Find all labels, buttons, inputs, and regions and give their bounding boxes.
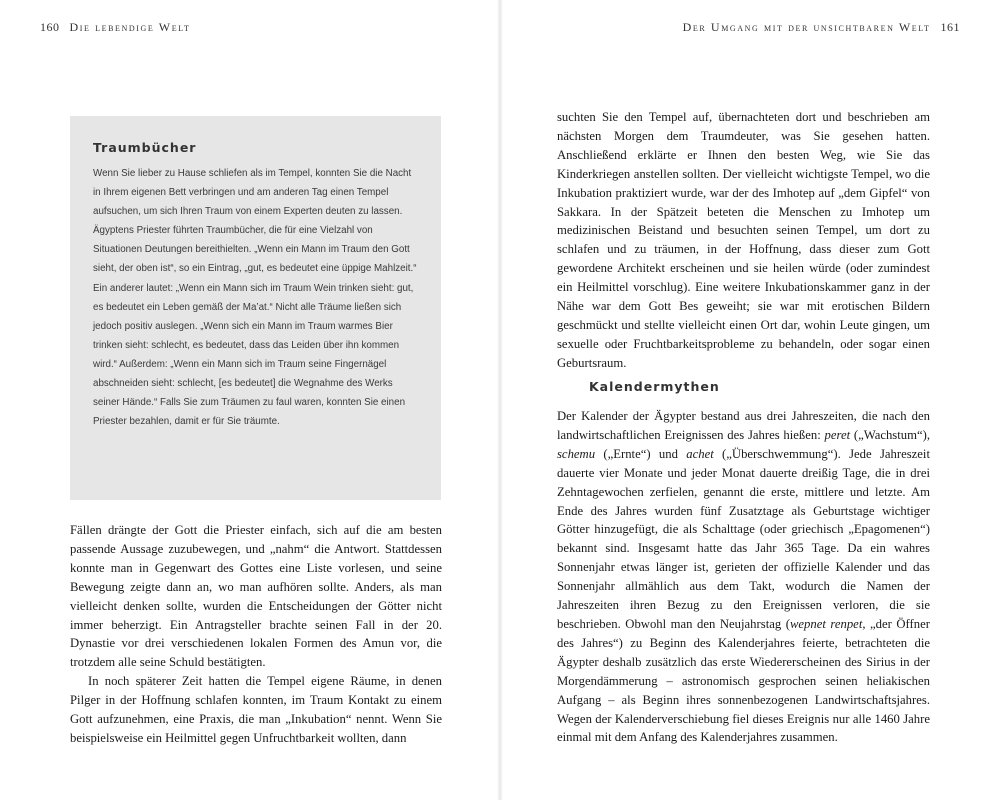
term-peret: peret (824, 427, 851, 442)
right-running-head (683, 20, 960, 35)
sidebar-box-traumbuecher (70, 116, 441, 500)
page-number-left: 160 (40, 20, 60, 34)
page-number-right: 161 (940, 20, 960, 34)
term-schemu: schemu (557, 446, 596, 461)
term-achet: achet (686, 446, 714, 461)
text-segment: („Ernte“) und (595, 446, 687, 461)
left-page (0, 0, 498, 800)
term-wepnet-renpet: wepnet renpet (789, 616, 863, 631)
text-segment: Der Kalender der Ägypter bestand aus drei Jahreszeiten, die nach den landwirtschaftlichen Ereignissen des Jahres hießen: (557, 409, 930, 442)
paragraph-left-1: Fällen drängte der Gott die Priester einfach, sich auf die am besten passende Aussage zuzubewegen, und „nahm“ die Antwort. Stattdessen konnte man in Gegenwart des Gottes eine Liste vorlesen, und seine Bewegung zeigte dann an, wo man aufhören sollte. Anders, als man vielleicht denken sollte, wurden die Entscheidungen der Götter nicht immer beherzigt. Ein Antragsteller brachte seinen Fall in der 20. Dynastie vor drei verschiedenen lokalen Formen des Amun vor, die trotzdem alle seine Schuld bestätigten. (70, 523, 442, 670)
box-text: Wenn Sie lieber zu Hause schliefen als im Tempel, konnten Sie die Nacht in Ihrem eigenen Bett verbringen und am anderen Tag einen Tempel aufsuchen, um sich Ihren Traum von einem Experten deuten zu lassen. Ägyptens Priester führten Traumbücher, die für eine Vielzahl von Situationen Deutungen bereithielten. „Wenn ein Mann im Traum den Gott sieht, der oben ist“, so ein Eintrag, „gut, es bedeutet eine üppige Mahlzeit.“ Ein anderer lautet: „Wenn ein Mann sich im Traum Wein trinken sieht: gut, es bedeutet ein Leben gemäß der Ma’at.“ Nicht alle Träume ließen sich jedoch positiv auslegen. „Wenn sich ein Mann im Traum warmes Bier trinken sieht: schlecht, es bedeutet, dass das Leiden über ihn kommen wird.“ Außerdem: „Wenn ein Mann sich im Traum seine Fingernägel abschneiden sieht: schlecht, [es bedeutet] die Wegnahme des Werks seiner Hände.“ Falls Sie zum Träumen zu faul waren, konnten Sie einen Priester bezahlen, damit er für Sie träumte. (93, 168, 417, 428)
running-title-right: Der Umgang mit der unsichtbaren Welt (682, 20, 931, 34)
paragraph-left-2: In noch späterer Zeit hatten die Tempel eigene Räume, in denen Pilger in der Hoffnung schlafen konnten, im Traum Kontakt zu einem Gott aufzunehmen, eine Praxis, die man „Inkubation“ nennt. Wenn Sie beispielsweise ein Heilmittel gegen Unfruchtbarkeit wollten, dann (70, 674, 442, 745)
text-segment: , „der Öffner des Jahres“) zu Beginn des Kalenderjahres feierte, betrachteten die Ägypter deshalb zusätzlich das erste Wiedererscheinen des Sirius in der Morgendämmerung – astronomisch gesprochen seinen heliakischen Aufgang – als Beginn ihres sonnenbezogenen Landwirtschaftsjahres. Wegen der Kalenderverschiebung fiel dieses Ereignis nur alle 1460 Jahre einmal mit dem Anfang des Kalenderjahres zusammen. (557, 616, 930, 745)
left-running-head (40, 20, 190, 35)
text-segment: („Überschwemmung“). Jede Jahreszeit dauerte vier Monate und jeder Monat dauerte dreißig Tage, die in drei Zehntagewochen zerfielen, genannt die erste, mittlere und letzte. Am Ende des Jahres wurden fünf Zusatztage als Geburtstage wichtiger Götter hinzugefügt, die als Schalttage (oder griechisch „Epagomenen“) bekannt sind. Insgesamt hatte das Jahr 365 Tage. Da ein wahres Sonnenjahr etwas länger ist, gerieten der offizielle Kalender und das Sonnenjahr allmählich aus dem Takt, wodurch die Namen der Jahreszeiten ihren Bezug zu den Ereignissen verloren, die sie beschrieben. Obwohl man den Neujahrstag ( (557, 446, 930, 631)
running-title-left: Die lebendige Welt (69, 20, 191, 34)
box-title: Traumbücher (93, 140, 197, 155)
section-heading-kalendermythen: Kalendermythen (589, 379, 720, 394)
right-body-text-1 (557, 108, 930, 373)
paragraph-right-1: suchten Sie den Tempel auf, übernachteten dort und beschrieben am nächsten Morgen dem Traumdeuter, was Sie gesehen hatten. Anschließend erklärte er Ihnen den besten Weg, wie Sie das Kinderkriegen anstellen sollten. Der vielleicht wichtigste Tempel, wo die Inkubation praktiziert wurde, war der des Imhotep auf „dem Gipfel“ von Sakkara. In der Spätzeit beteten die Menschen zu Imhotep um medizinischen Beistand und besuchten seinen Tempel, um dort zu schlafen und zu träumen, in der Hoffnung, dass dieser zum Gott gewordene Architekt erscheinen und sie heilen würde (oder zumindest ein Heilmittel vorschlug). Eine weitere Inkubationskammer ganz in der Nähe war dem Gott Bes geweiht; sie war mit erotischen Bildern geschmückt und stellte vielleicht einen Ort dar, wohin Leute gingen, um sexuelle oder Fruchtbarkeitsprobleme zu behandeln, oder sogar einen Geburtsraum. (557, 110, 930, 370)
text-segment: („Wachstum“), (850, 427, 931, 442)
right-body-text-2 (557, 407, 930, 747)
left-body-text (70, 521, 442, 748)
paragraph-right-2 (557, 407, 930, 747)
